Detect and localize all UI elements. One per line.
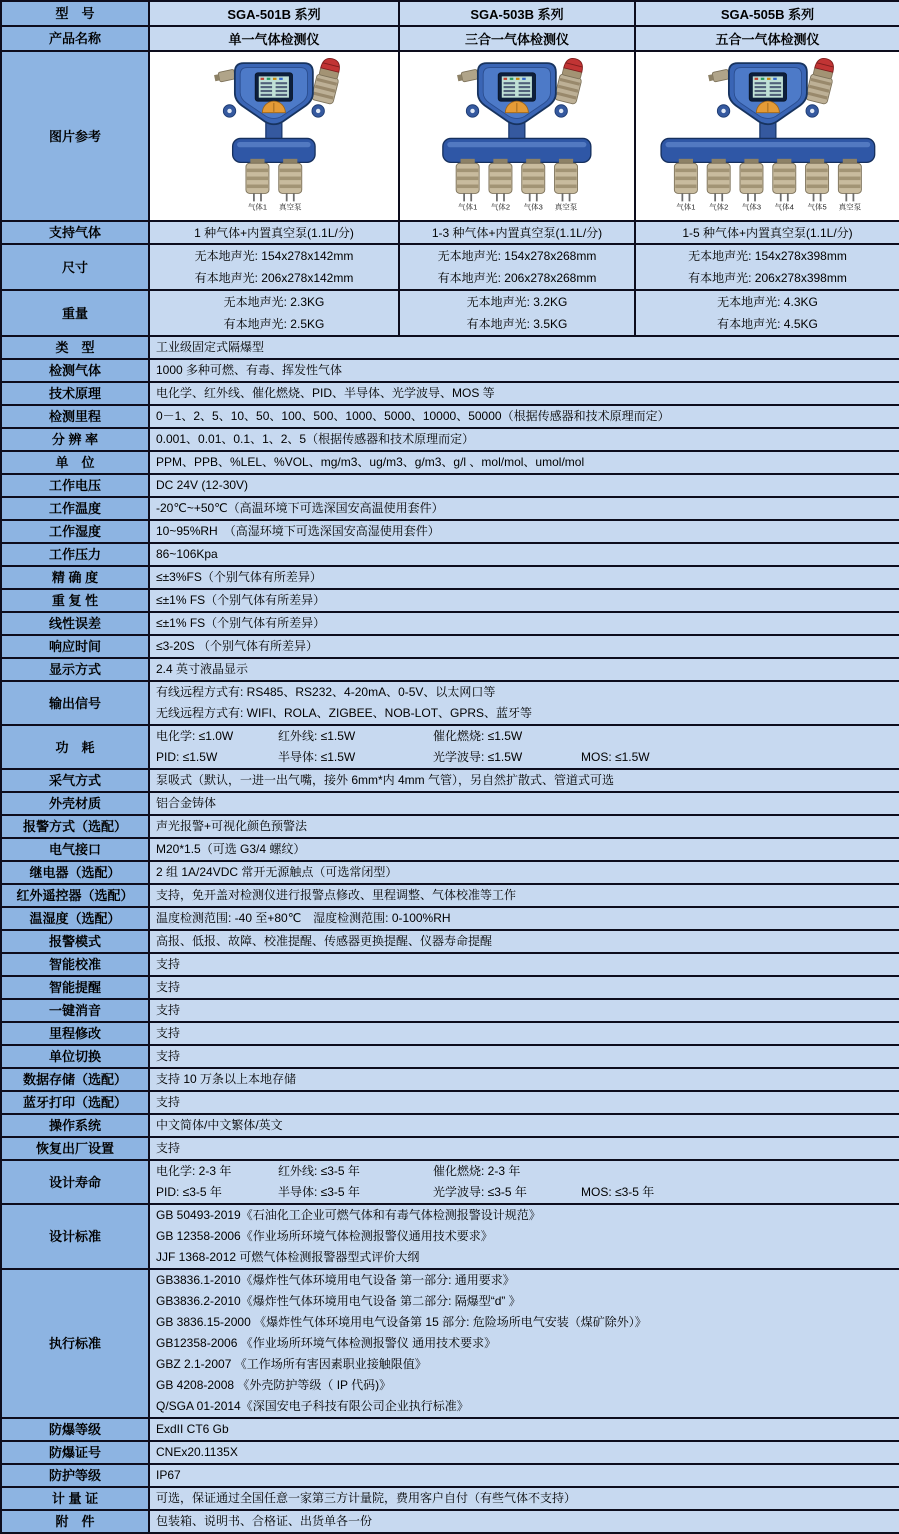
weight-line: 有本地声光: 4.5KG	[717, 317, 818, 331]
row-label-product-name: 产品名称	[1, 26, 149, 51]
weight-line: 无本地声光: 4.3KG	[717, 295, 818, 309]
spec-label: 智能提醒	[1, 976, 149, 999]
spec-line: 支持	[156, 1026, 181, 1040]
spec-label: 检测气体	[1, 359, 149, 382]
spec-line: GB3836.2-2010《爆炸性气体环境用电气设备 第二部分: 隔爆型“d” 》	[156, 1294, 521, 1308]
sensor-nub	[707, 69, 729, 83]
spec-label: 报警模式	[1, 930, 149, 953]
spec-value-item: MOS: ≤3-5 年	[581, 1185, 655, 1199]
spec-value	[149, 838, 899, 861]
manifold-highlight	[447, 141, 586, 146]
spec-label: 响应时间	[1, 635, 149, 658]
spec-value	[149, 1045, 899, 1068]
weight-line: 有本地声光: 3.5KG	[466, 317, 568, 331]
spec-value-item: PID: ≤1.5W	[156, 750, 218, 764]
row-label-image: 图片参考	[1, 51, 149, 221]
spec-value-item: PID: ≤3-5 年	[156, 1185, 222, 1199]
spec-value-item: 半导体: ≤1.5W	[278, 750, 356, 764]
spec-label: 防爆证号	[1, 1441, 149, 1464]
model-header: SGA-503B 系列	[399, 1, 635, 26]
gas-cylinder	[489, 158, 512, 211]
spec-value	[149, 1160, 899, 1204]
spec-line: M20*1.5（可选 G3/4 螺纹）	[156, 842, 306, 856]
spec-line: IP67	[156, 1468, 181, 1482]
spec-value	[149, 1068, 899, 1091]
spec-value	[149, 792, 899, 815]
spec-line: 泵吸式（默认，一进一出气嘴，接外 6mm*内 4mm 气管），另自然扩散式、管道式可选	[156, 773, 615, 787]
spec-value-item: 半导体: ≤3-5 年	[278, 1185, 360, 1199]
spec-label: 工作压力	[1, 543, 149, 566]
spec-value	[149, 1464, 899, 1487]
spec-value	[149, 1114, 899, 1137]
spec-value	[149, 999, 899, 1022]
spec-value	[149, 930, 899, 953]
spec-line: 工业级固定式隔爆型	[156, 340, 265, 354]
spec-line: 支持	[156, 1003, 181, 1017]
gas-support-value: 1 种气体+内置真空泵(1.1L/分)	[149, 221, 399, 244]
gas-cylinder	[805, 158, 828, 211]
spec-label: 蓝牙打印（选配）	[1, 1091, 149, 1114]
spec-value-item: 催化燃烧: 2-3 年	[433, 1164, 521, 1178]
size-line: 有本地声光: 206x278x268mm	[437, 271, 597, 285]
model-header: SGA-505B 系列	[635, 1, 899, 26]
spec-value	[149, 405, 899, 428]
spec-label: 显示方式	[1, 658, 149, 681]
spec-label: 单 位	[1, 451, 149, 474]
cylinder-label: 气体2	[708, 201, 728, 211]
spec-value	[149, 884, 899, 907]
spec-value	[149, 336, 899, 359]
spec-value-item: 电化学: 2-3 年	[156, 1164, 232, 1178]
spec-label: 重 复 性	[1, 589, 149, 612]
manifold-highlight	[665, 141, 870, 146]
gas-cylinder	[838, 158, 861, 211]
size-line: 无本地声光: 154x278x142mm	[194, 249, 354, 263]
spec-line	[156, 726, 893, 747]
spec-line: 电化学、红外线、催化燃烧、PID、半导体、光学波导、MOS 等	[156, 386, 495, 400]
spec-line: 86~106Kpa	[156, 547, 218, 561]
spec-line: 温度检测范围: -40 至+80℃ 湿度检测范围: 0-100%RH	[156, 911, 451, 925]
gas-cylinder	[279, 158, 302, 211]
cylinder-label: 气体3	[523, 201, 543, 211]
spec-value-item: MOS: ≤1.5W	[581, 750, 650, 764]
row-label-gas: 支持气体	[1, 221, 149, 244]
spec-line: 可选，保证通过全国任意一家第三方计量院，费用客户自付（有些气体不支持）	[156, 1491, 577, 1505]
spec-line	[156, 747, 893, 768]
gas-cylinder	[555, 158, 578, 211]
spec-value	[149, 1022, 899, 1045]
spec-value	[149, 520, 899, 543]
spec-value	[149, 681, 899, 725]
spec-value	[149, 474, 899, 497]
spec-value-item: 光学波导: ≤1.5W	[433, 750, 523, 764]
gas-support-value: 1-5 种气体+内置真空泵(1.1L/分)	[635, 221, 899, 244]
row-label-weight: 重量	[1, 290, 149, 336]
spec-value	[149, 428, 899, 451]
spec-value-item: 红外线: ≤1.5W	[278, 729, 356, 743]
cylinder-label: 气体2	[490, 201, 511, 211]
spec-label: 里程修改	[1, 1022, 149, 1045]
spec-label: 类 型	[1, 336, 149, 359]
spec-line: ≤±1% FS（个别气体有所差异）	[156, 616, 326, 630]
spec-line: 支持	[156, 957, 181, 971]
weight-value	[149, 290, 399, 336]
cylinder-label: 真空泵	[838, 201, 861, 211]
cylinder-label: 气体1	[458, 201, 478, 211]
spec-line: 1000 多种可燃、有毒、挥发性气体	[156, 363, 343, 377]
spec-value	[149, 1137, 899, 1160]
spec-label: 智能校准	[1, 953, 149, 976]
spec-value	[149, 907, 899, 930]
weight-value	[399, 290, 635, 336]
spec-label: 功 耗	[1, 725, 149, 769]
spec-value	[149, 635, 899, 658]
spec-line: GBZ 2.1-2007 《工作场所有害因素职业接触限值》	[156, 1357, 427, 1371]
spec-value	[149, 451, 899, 474]
spec-line	[156, 1161, 893, 1182]
spec-label: 设计寿命	[1, 1160, 149, 1204]
spec-line: GB 12358-2006《作业场所环境气体检测报警仪通用技术要求》	[156, 1229, 493, 1243]
spec-line: 2.4 英寸液晶显示	[156, 662, 249, 676]
spec-line: 支持	[156, 1049, 181, 1063]
spec-value	[149, 566, 899, 589]
spec-label: 继电器（选配）	[1, 861, 149, 884]
spec-label: 输出信号	[1, 681, 149, 725]
spec-line: 有线远程方式有: RS485、RS232、4-20mA、0-5V、以太网口等	[156, 685, 496, 699]
cylinder-label: 气体4	[774, 201, 794, 211]
alarm-beacon-icon	[311, 56, 343, 104]
gas-support-value: 1-3 种气体+内置真空泵(1.1L/分)	[399, 221, 635, 244]
spec-label: 外壳材质	[1, 792, 149, 815]
spec-line: GB 4208-2008 《外壳防护等级（ IP 代码)》	[156, 1378, 392, 1392]
spec-line: 支持 10 万条以上本地存储	[156, 1072, 297, 1086]
spec-line: GB3836.1-2010《爆炸性气体环境用电气设备 第一部分: 通用要求》	[156, 1273, 515, 1287]
spec-label: 单位切换	[1, 1045, 149, 1068]
size-value	[635, 244, 899, 290]
weight-value	[635, 290, 899, 336]
spec-line: 0－1、2、5、10、50、100、500、1000、5000、10000、50000（根据传感器和技术原理而定）	[156, 409, 670, 423]
spec-line: 10~95%RH （高湿环境下可选深国安高湿使用套件）	[156, 524, 440, 538]
spec-value	[149, 497, 899, 520]
gas-cylinder	[246, 158, 269, 211]
sensor-nub	[214, 69, 236, 83]
spec-value	[149, 543, 899, 566]
spec-line: ≤±3%FS（个别气体有所差异）	[156, 570, 322, 584]
spec-label: 采气方式	[1, 769, 149, 792]
product-image-cell	[399, 51, 635, 221]
spec-label: 操作系统	[1, 1114, 149, 1137]
model-header: SGA-501B 系列	[149, 1, 399, 26]
spec-value	[149, 861, 899, 884]
spec-label: 线性误差	[1, 612, 149, 635]
spec-line: 支持	[156, 1095, 181, 1109]
weight-line: 无本地声光: 2.3KG	[223, 295, 325, 309]
spec-label: 工作温度	[1, 497, 149, 520]
spec-line: -20℃~+50℃（高温环境下可选深国安高温使用套件）	[156, 501, 444, 515]
manifold-highlight	[237, 141, 311, 146]
spec-line: GB 3836.15-2000 《爆炸性气体环境用电气设备第 15 部分: 危险场所电气安装（煤矿除外）》	[156, 1315, 647, 1329]
spec-label: 工作电压	[1, 474, 149, 497]
spec-line: ≤±1% FS（个别气体有所差异）	[156, 593, 326, 607]
spec-value	[149, 1091, 899, 1114]
spec-line: 包装箱、说明书、合格证、出货单各一份	[156, 1514, 373, 1528]
product-name: 三合一气体检测仪	[399, 26, 635, 51]
cylinder-label: 气体5	[807, 201, 827, 211]
spec-line: 高报、低报、故障、校准提醒、传感器更换提醒、仪器寿命提醒	[156, 934, 493, 948]
spec-value-item: 催化燃烧: ≤1.5W	[433, 729, 523, 743]
spec-value-item: 红外线: ≤3-5 年	[278, 1164, 360, 1178]
spec-label: 执行标准	[1, 1269, 149, 1418]
gas-cylinder	[674, 158, 697, 211]
spec-value	[149, 1510, 899, 1533]
spec-label: 工作湿度	[1, 520, 149, 543]
spec-value	[149, 725, 899, 769]
size-line: 有本地声光: 206x278x142mm	[194, 271, 354, 285]
product-name: 五合一气体检测仪	[635, 26, 899, 51]
detector-body	[729, 63, 807, 124]
spec-value	[149, 1204, 899, 1269]
cylinder-label: 真空泵	[279, 201, 302, 211]
spec-line: ≤3-20S （个别气体有所差异）	[156, 639, 318, 653]
spec-line: Q/SGA 01-2014《深国安电子科技有限公司企业执行标准》	[156, 1399, 469, 1413]
spec-label: 设计标准	[1, 1204, 149, 1269]
cylinder-label: 气体1	[247, 201, 268, 211]
spec-label: 技术原理	[1, 382, 149, 405]
spec-value	[149, 953, 899, 976]
alarm-beacon-icon	[554, 56, 586, 104]
spec-label: 附 件	[1, 1510, 149, 1533]
spec-line: 无线远程方式有: WIFI、ROLA、ZIGBEE、NOB-LOT、GPRS、蓝牙等	[156, 706, 533, 720]
spec-label: 精 确 度	[1, 566, 149, 589]
row-label-model: 型 号	[1, 1, 149, 26]
spec-label: 报警方式（选配）	[1, 815, 149, 838]
gas-cylinder	[772, 158, 795, 211]
spec-label: 检测里程	[1, 405, 149, 428]
spec-label: 分 辨 率	[1, 428, 149, 451]
detector-illustration	[183, 56, 365, 212]
gas-cylinder	[740, 158, 763, 211]
spec-value	[149, 359, 899, 382]
size-line: 无本地声光: 154x278x398mm	[688, 249, 847, 263]
spec-label: 数据存储（选配）	[1, 1068, 149, 1091]
sensor-nub	[457, 69, 479, 83]
alarm-beacon-icon	[805, 56, 837, 104]
spec-value	[149, 589, 899, 612]
spec-line: 铝合金铸体	[156, 796, 217, 810]
spec-line: 支持，免开盖对检测仪进行报警点修改、里程调整、气体校准等工作	[156, 888, 517, 902]
spec-line: JJF 1368-2012 可燃气体检测报警器型式评价大纲	[156, 1250, 420, 1264]
size-value	[399, 244, 635, 290]
weight-line: 无本地声光: 3.2KG	[466, 295, 568, 309]
spec-line: 0.001、0.01、0.1、1、2、5（根据传感器和技术原理而定）	[156, 432, 475, 446]
spec-line: ExdII CT6 Gb	[156, 1422, 229, 1436]
spec-line: GB12358-2006 《作业场所环境气体检测报警仪 通用技术要求》	[156, 1336, 497, 1350]
spec-label: 防护等级	[1, 1464, 149, 1487]
spec-value	[149, 612, 899, 635]
spec-value	[149, 769, 899, 792]
spec-value	[149, 382, 899, 405]
gas-cylinder	[707, 158, 730, 211]
spec-line: GB 50493-2019《石油化工企业可燃气体和有毒气体检测报警设计规范》	[156, 1208, 541, 1222]
spec-value	[149, 1441, 899, 1464]
spec-value	[149, 815, 899, 838]
spec-value-item: 电化学: ≤1.0W	[156, 729, 234, 743]
detector-body	[478, 63, 556, 124]
product-name: 单一气体检测仪	[149, 26, 399, 51]
product-image-cell	[149, 51, 399, 221]
spec-value	[149, 976, 899, 999]
gas-cylinder	[522, 158, 545, 211]
spec-value	[149, 1487, 899, 1510]
spec-value	[149, 1269, 899, 1418]
size-line: 有本地声光: 206x278x398mm	[688, 271, 847, 285]
detector-illustration	[426, 56, 608, 212]
spec-label: 温湿度（选配）	[1, 907, 149, 930]
spec-label: 防爆等级	[1, 1418, 149, 1441]
product-image-cell	[635, 51, 899, 221]
spec-line: PPM、PPB、%LEL、%VOL、mg/m3、ug/m3、g/m3、g/l 、mol/mol、umol/mol	[156, 455, 585, 469]
size-line: 无本地声光: 154x278x268mm	[437, 249, 597, 263]
spec-value-item: 光学波导: ≤3-5 年	[433, 1185, 527, 1199]
spec-line: DC 24V (12-30V)	[156, 478, 249, 492]
spec-label: 一键消音	[1, 999, 149, 1022]
spec-line	[156, 1182, 893, 1203]
cylinder-label: 真空泵	[554, 201, 578, 211]
gas-cylinder	[456, 158, 479, 211]
spec-value	[149, 1418, 899, 1441]
spec-label: 计 量 证	[1, 1487, 149, 1510]
detector-illustration	[646, 56, 890, 212]
spec-line: 声光报警+可视化颜色预警法	[156, 819, 308, 833]
row-label-size: 尺寸	[1, 244, 149, 290]
weight-line: 有本地声光: 2.5KG	[223, 317, 325, 331]
detector-body	[235, 63, 313, 124]
cylinder-label: 气体1	[675, 201, 696, 211]
spec-line: 2 组 1A/24VDC 常开无源触点（可选常闭型）	[156, 865, 398, 879]
spec-line: 支持	[156, 980, 181, 994]
spec-label: 红外遥控器（选配）	[1, 884, 149, 907]
cylinder-label: 气体3	[741, 201, 761, 211]
spec-value	[149, 658, 899, 681]
spec-line: CNEx20.1135X	[156, 1445, 238, 1459]
spec-line: 中文简体/中文繁体/英文	[156, 1118, 283, 1132]
size-value	[149, 244, 399, 290]
spec-label: 电气接口	[1, 838, 149, 861]
spec-label: 恢复出厂设置	[1, 1137, 149, 1160]
spec-line: 支持	[156, 1141, 181, 1155]
